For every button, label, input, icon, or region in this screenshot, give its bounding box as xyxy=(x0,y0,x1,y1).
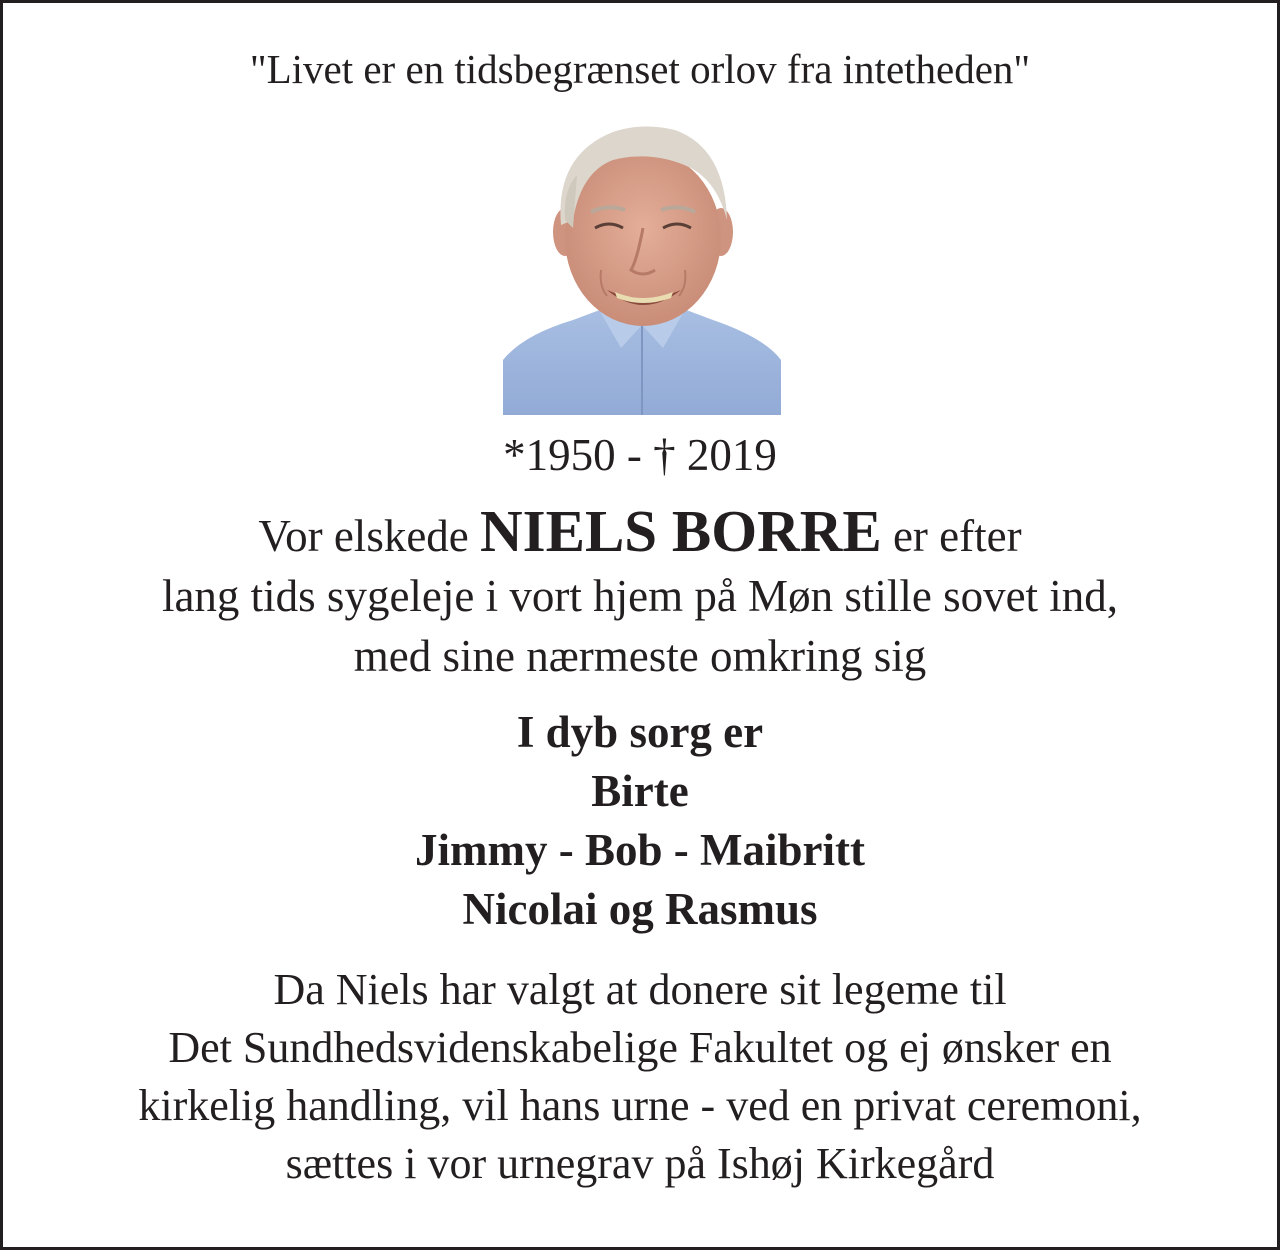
announcement-after-name: er efter xyxy=(892,511,1022,561)
announcement-line-3: med sine nærmeste omkring sig xyxy=(353,631,927,681)
notice-line: Da Niels har valgt at donere sit legeme til xyxy=(273,965,1007,1014)
mourner-line: Nicolai og Rasmus xyxy=(462,884,818,934)
death-announcement xyxy=(3,498,1277,686)
notice-line: Det Sundhedsvidenskabelige Fakultet og ej ønsker en xyxy=(168,1023,1112,1072)
quote: "Livet er en tidsbegrænset orlov fra intetheden" xyxy=(249,46,1031,92)
mourner-line: Birte xyxy=(591,766,689,816)
donation-notice xyxy=(3,961,1277,1193)
portrait-photo-icon xyxy=(503,120,781,415)
announcement-first-line xyxy=(3,498,1277,566)
notice-line: kirkelig handling, vil hans urne - ved en privat ceremoni, xyxy=(138,1081,1142,1130)
mourners-list xyxy=(3,703,1277,939)
life-dates: *1950 - † 2019 xyxy=(503,430,777,480)
mourner-line: Jimmy - Bob - Maibritt xyxy=(415,825,865,875)
mourners-heading: I dyb sorg er xyxy=(516,707,764,757)
announcement-line-2: lang tids sygeleje i vort hjem på Møn stille sovet ind, xyxy=(161,571,1119,621)
deceased-name: NIELS BORRE xyxy=(480,498,882,564)
announcement-intro: Vor elskede xyxy=(258,511,469,561)
portrait-photo xyxy=(503,120,781,415)
notice-line: sættes i vor urnegrav på Ishøj Kirkegård xyxy=(285,1139,995,1188)
